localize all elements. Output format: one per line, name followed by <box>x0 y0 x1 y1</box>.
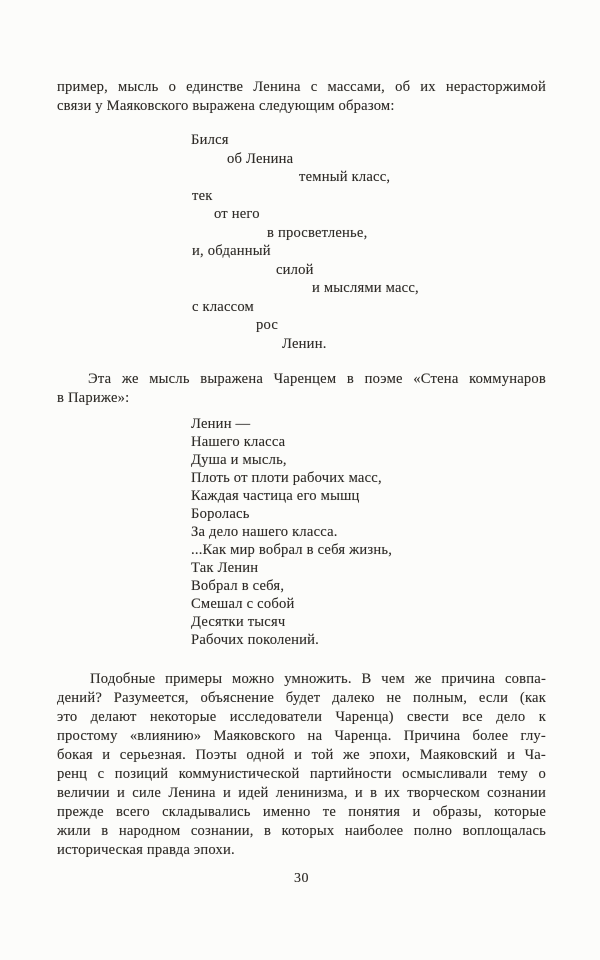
verse-line: Каждая частица его мышц <box>191 488 360 504</box>
prose-line: Эта же мысль выражена Чаренцем в поэме «Стена коммунаров <box>88 371 546 387</box>
verse-line: Ленин. <box>282 335 327 352</box>
verse-line: ...Как мир вобрал в себя жизнь, <box>191 542 393 558</box>
verse-line: Десятки тысяч <box>191 614 286 630</box>
prose-line: величии и силе Ленина и идей ленинизма, и в их творческом сознании <box>57 785 546 801</box>
prose-line: жили в народном сознании, в которых наиболее полно воплощалась <box>57 823 546 839</box>
prose-line: Подобные примеры можно умножить. В чем же причина совпа- <box>90 671 546 687</box>
verse-line: Бился <box>191 132 229 148</box>
paragraph-analysis <box>57 670 546 860</box>
prose-line: пример, мысль о единстве Ленина с массами, об их нерасторжимой <box>57 79 546 95</box>
verse-line: Смешал с собой <box>191 596 295 612</box>
verse-line: За дело нашего класса. <box>191 524 338 540</box>
prose-line: простому «влиянию» Маяковского на Чаренца. Причина более глу- <box>57 728 546 744</box>
prose-line: связи у Маяковского выражена следующим образом: <box>57 98 395 114</box>
prose-line: бокая и серьезная. Поэты одной и той же эпохи, Маяковский и Ча- <box>57 747 546 763</box>
verse-line: Душа и мысль, <box>191 452 287 468</box>
verse-line: Рабочих поколений. <box>191 632 320 648</box>
prose-line: дений? Разумеется, объяснение будет далеко не полным, если (как <box>57 690 546 706</box>
prose-line: в Париже»: <box>57 390 130 406</box>
verse-line: Боролась <box>191 506 250 522</box>
verse-line: Нашего класса <box>191 434 286 450</box>
prose-line: историческая правда эпохи. <box>57 842 235 858</box>
verse-line: тек <box>192 187 213 204</box>
verse-line: Вобрал в себя, <box>191 578 285 594</box>
verse-line: силой <box>276 261 314 278</box>
prose-line: это делают некоторые исследователи Чаренца) свести все дело к <box>57 709 546 725</box>
verse-line: с классом <box>192 298 254 315</box>
paragraph-charents-intro <box>57 370 546 408</box>
poem-mayakovsky-quote <box>191 131 546 353</box>
verse-line: от него <box>214 206 260 222</box>
verse-line: в просветленье, <box>267 224 368 241</box>
prose-line: прежде всего складывались именно те понятия и образы, которые <box>57 804 546 820</box>
verse-line: рос <box>256 317 279 333</box>
verse-line: темный класс, <box>299 169 391 185</box>
page-number: 30 <box>294 871 309 886</box>
verse-line: об Ленина <box>227 150 294 167</box>
verse-line: и мыслями масс, <box>312 280 419 296</box>
paragraph-intro <box>57 78 546 116</box>
verse-line: Ленин — <box>191 416 251 432</box>
verse-line: Так Ленин <box>191 560 259 576</box>
verse-line: Плоть от плоти рабочих масс, <box>191 470 382 486</box>
text-block <box>57 78 546 887</box>
verse-line: и, обданный <box>192 243 271 259</box>
poem-charents-quote <box>191 415 546 649</box>
prose-line: ренц с позиций коммунистической партийности осмысливали тему о <box>57 766 546 782</box>
